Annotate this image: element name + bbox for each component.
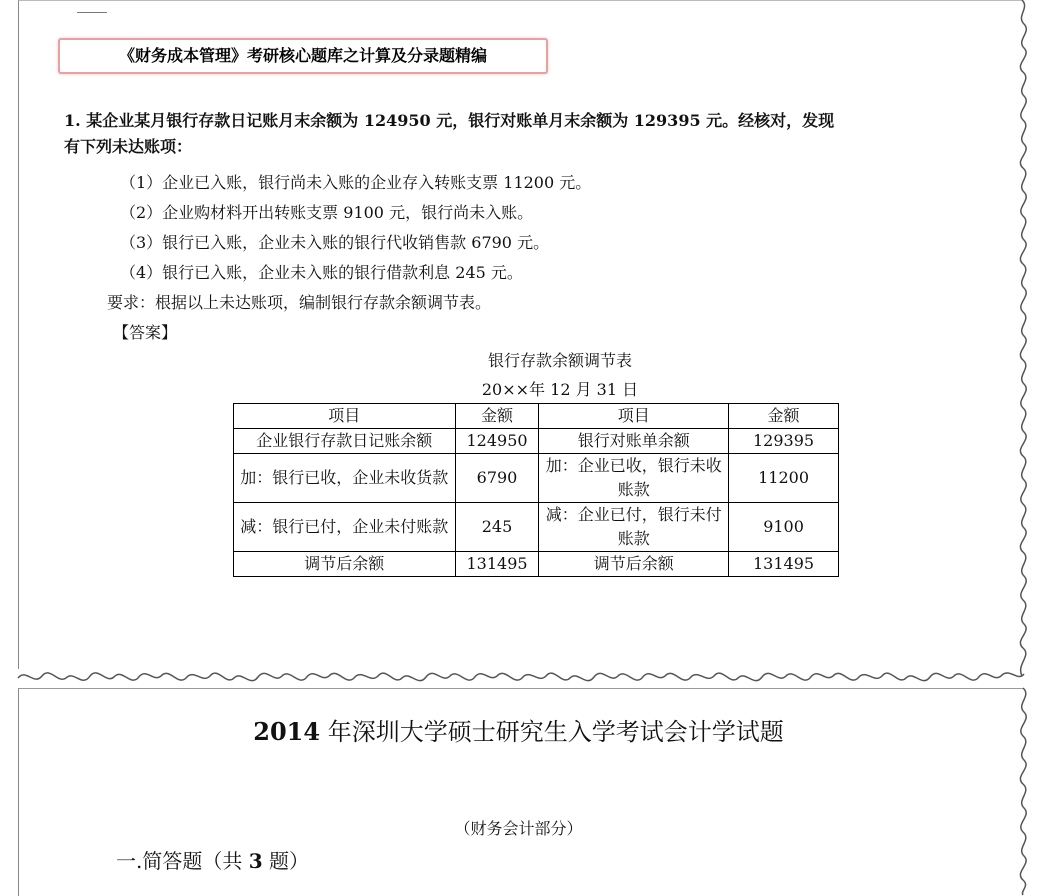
table-row bbox=[234, 552, 839, 577]
table-cell: 124950 bbox=[455, 429, 539, 454]
table-cell: 9100 bbox=[729, 503, 839, 552]
item-4: （4）银行已入账，企业未入账的银行借款利息 245 元。 bbox=[120, 263, 523, 282]
section-suffix: 题） bbox=[262, 849, 309, 873]
table-cell: 银行对账单余额 bbox=[539, 429, 729, 454]
table-cell: 调节后余额 bbox=[539, 552, 729, 577]
torn-edge-bottom-1 bbox=[18, 660, 1028, 690]
table-cell: 131495 bbox=[455, 552, 539, 577]
exam-subtitle: （财务会计部分） bbox=[454, 819, 583, 838]
table-row bbox=[234, 503, 839, 552]
table-cell: 129395 bbox=[729, 429, 839, 454]
exam-title-text: 年深圳大学硕士研究生入学考试会计学试题 bbox=[320, 718, 784, 746]
table-cell: 11200 bbox=[729, 454, 839, 503]
table-cell: 245 bbox=[455, 503, 539, 552]
question-line-2: 有下列未达账项： bbox=[64, 137, 193, 156]
document-heading: 《财务成本管理》考研核心题库之计算及分录题精编 bbox=[58, 38, 548, 74]
header-amount: 金额 bbox=[729, 404, 839, 429]
question-line-1: 1. 某企业某月银行存款日记账月末余额为 124950 元，银行对账单月末余额为 129395 元。经核对，发现 bbox=[64, 111, 835, 130]
section-count: 3 bbox=[248, 849, 263, 873]
exam-title-year: 2014 bbox=[253, 717, 321, 746]
table-cell: 131495 bbox=[729, 552, 839, 577]
item-3: （3）银行已入账，企业未入账的银行代收销售款 6790 元。 bbox=[120, 233, 550, 252]
table-cell: 减：企业已付，银行未付账款 bbox=[539, 503, 729, 552]
reconciliation-table bbox=[233, 403, 839, 577]
table-row bbox=[234, 429, 839, 454]
torn-edge-right-1 bbox=[1010, 0, 1036, 680]
section-prefix: 一.简答题（共 bbox=[116, 849, 249, 873]
section-heading bbox=[116, 845, 309, 874]
header-rule bbox=[77, 12, 107, 13]
header-amount: 金额 bbox=[455, 404, 539, 429]
table-cell: 调节后余额 bbox=[234, 552, 456, 577]
table-date: 20××年 12 月 31 日 bbox=[481, 380, 639, 399]
table-cell: 6790 bbox=[455, 454, 539, 503]
table-cell: 加：银行已收，企业未收货款 bbox=[234, 454, 456, 503]
table-title: 银行存款余额调节表 bbox=[487, 351, 632, 370]
requirement: 要求：根据以上未达账项，编制银行存款余额调节表。 bbox=[107, 293, 492, 312]
header-item: 项目 bbox=[234, 404, 456, 429]
table-cell: 企业银行存款日记账余额 bbox=[234, 429, 456, 454]
table-cell: 减：银行已付，企业未付账款 bbox=[234, 503, 456, 552]
item-1: （1）企业已入账，银行尚未入账的企业存入转账支票 11200 元。 bbox=[120, 173, 592, 192]
table-cell: 加：企业已收，银行未收账款 bbox=[539, 454, 729, 503]
table-row bbox=[234, 454, 839, 503]
header-item: 项目 bbox=[539, 404, 729, 429]
table-header-row bbox=[234, 404, 839, 429]
item-2: （2）企业购材料开出转账支票 9100 元，银行尚未入账。 bbox=[120, 203, 534, 222]
answer-label: 【答案】 bbox=[113, 323, 178, 342]
exam-title bbox=[0, 712, 1037, 747]
